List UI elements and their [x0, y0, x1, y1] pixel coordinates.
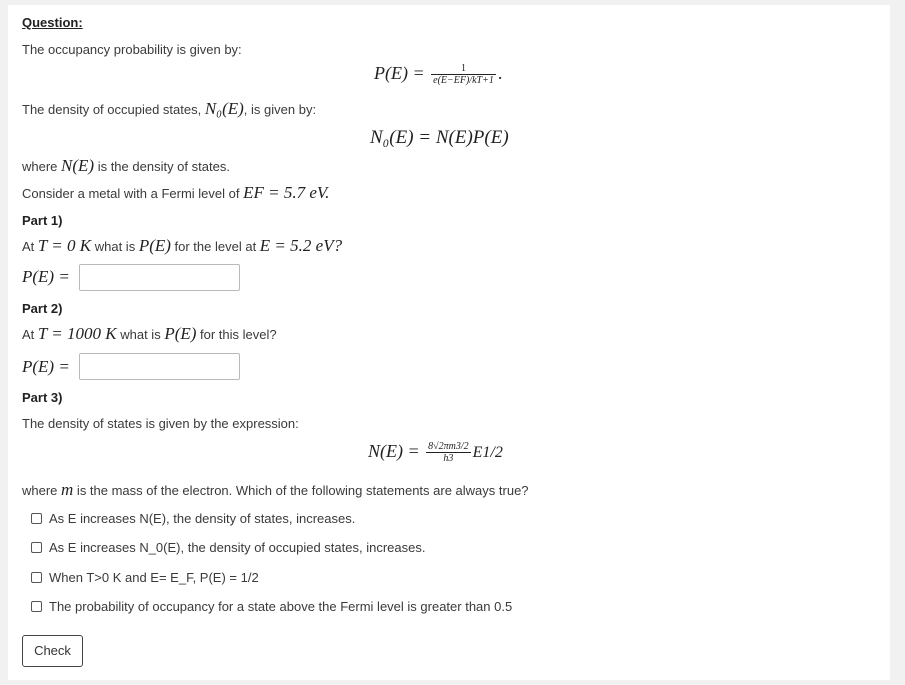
density-occupied-prefix: The density of occupied states,: [22, 102, 205, 117]
part1-q-math1: T = 0 K: [37, 236, 92, 255]
part3-where-prefix: where: [22, 483, 62, 498]
eq3-tail: E1/2: [472, 444, 503, 461]
density-occupied-suffix: , is given by:: [243, 102, 317, 117]
part3-intro: The density of states is given by the expression:: [22, 416, 299, 431]
part2-q-mid1: what is: [116, 327, 165, 342]
option-1-checkbox[interactable]: [31, 513, 42, 524]
eq3-numerator: 8√2πm3/2: [428, 441, 469, 453]
check-button[interactable]: Check: [22, 635, 83, 667]
question-header: Question:: [22, 15, 83, 30]
eq1-tail: .: [497, 63, 503, 83]
occupied-density-equation: N₀(E) = N(E)P(E): [370, 127, 509, 148]
part3-where-text: [22, 482, 529, 499]
part1-q-math3: E = 5.2 eV?: [259, 236, 343, 255]
density-occupied-math: N₀(E): [204, 99, 244, 118]
where-ne-text: [22, 158, 230, 175]
part1-title: Part 1): [22, 213, 63, 228]
part2-q-prefix: At: [22, 327, 38, 342]
eq1-denominator: e(E−EF)/kT+1: [433, 75, 494, 87]
part3-where-math: m: [61, 480, 74, 499]
part1-q-mid2: for the level at: [170, 239, 260, 254]
option-1[interactable]: [31, 511, 355, 526]
eq3-lhs: N(E) =: [368, 441, 420, 461]
density-of-states-equation: [368, 441, 503, 464]
option-4-label: The probability of occupancy for a state above the Fermi level is greater than 0.5: [49, 599, 513, 614]
part2-question: [22, 326, 277, 343]
option-3-label: When T>0 K and E= E_F, P(E) = 1/2: [49, 570, 259, 585]
part3-where-suffix: is the mass of the electron. Which of the following statements are always true?: [73, 483, 529, 498]
density-occupied-text: [22, 101, 316, 118]
intro-text: The occupancy probability is given by:: [22, 42, 242, 57]
eq1-fraction: [431, 63, 496, 86]
where-ne-prefix: where: [22, 159, 62, 174]
part1-q-prefix: At: [22, 239, 38, 254]
where-ne-suffix: is the density of states.: [94, 159, 230, 174]
option-4[interactable]: [31, 599, 512, 614]
occupancy-equation: [374, 63, 502, 86]
eq3-fraction: [426, 441, 471, 464]
eq1-numerator: 1: [431, 63, 496, 75]
part2-answer-label: P(E) =: [22, 357, 70, 376]
option-3-checkbox[interactable]: [31, 572, 42, 583]
option-2-label: As E increases N_0(E), the density of occupied states, increases.: [49, 540, 426, 555]
option-2-checkbox[interactable]: [31, 542, 42, 553]
part2-title: Part 2): [22, 301, 63, 316]
option-4-checkbox[interactable]: [31, 601, 42, 612]
fermi-level-math: EF = 5.7 eV.: [243, 183, 330, 202]
part1-question: [22, 238, 342, 255]
eq1-lhs: P(E) =: [374, 63, 425, 83]
part1-q-mid1: what is: [91, 239, 139, 254]
part2-q-math2: P(E): [164, 324, 197, 343]
option-3[interactable]: [31, 570, 259, 585]
part3-title: Part 3): [22, 390, 63, 405]
question-card: [8, 5, 890, 680]
part1-answer-label: P(E) =: [22, 267, 70, 286]
eq3-denominator: h3: [443, 453, 454, 465]
fermi-level-prefix: Consider a metal with a Fermi level of: [22, 186, 244, 201]
fermi-level-text: [22, 185, 329, 202]
part2-answer-input[interactable]: [79, 353, 240, 380]
option-1-label: As E increases N(E), the density of states, increases.: [49, 511, 356, 526]
part2-q-suffix: for this level?: [196, 327, 277, 342]
part1-answer-input[interactable]: [79, 264, 240, 291]
option-2[interactable]: [31, 540, 425, 555]
where-ne-math: N(E): [61, 156, 95, 175]
part2-q-math1: T = 1000 K: [37, 324, 117, 343]
part1-q-math2: P(E): [138, 236, 171, 255]
